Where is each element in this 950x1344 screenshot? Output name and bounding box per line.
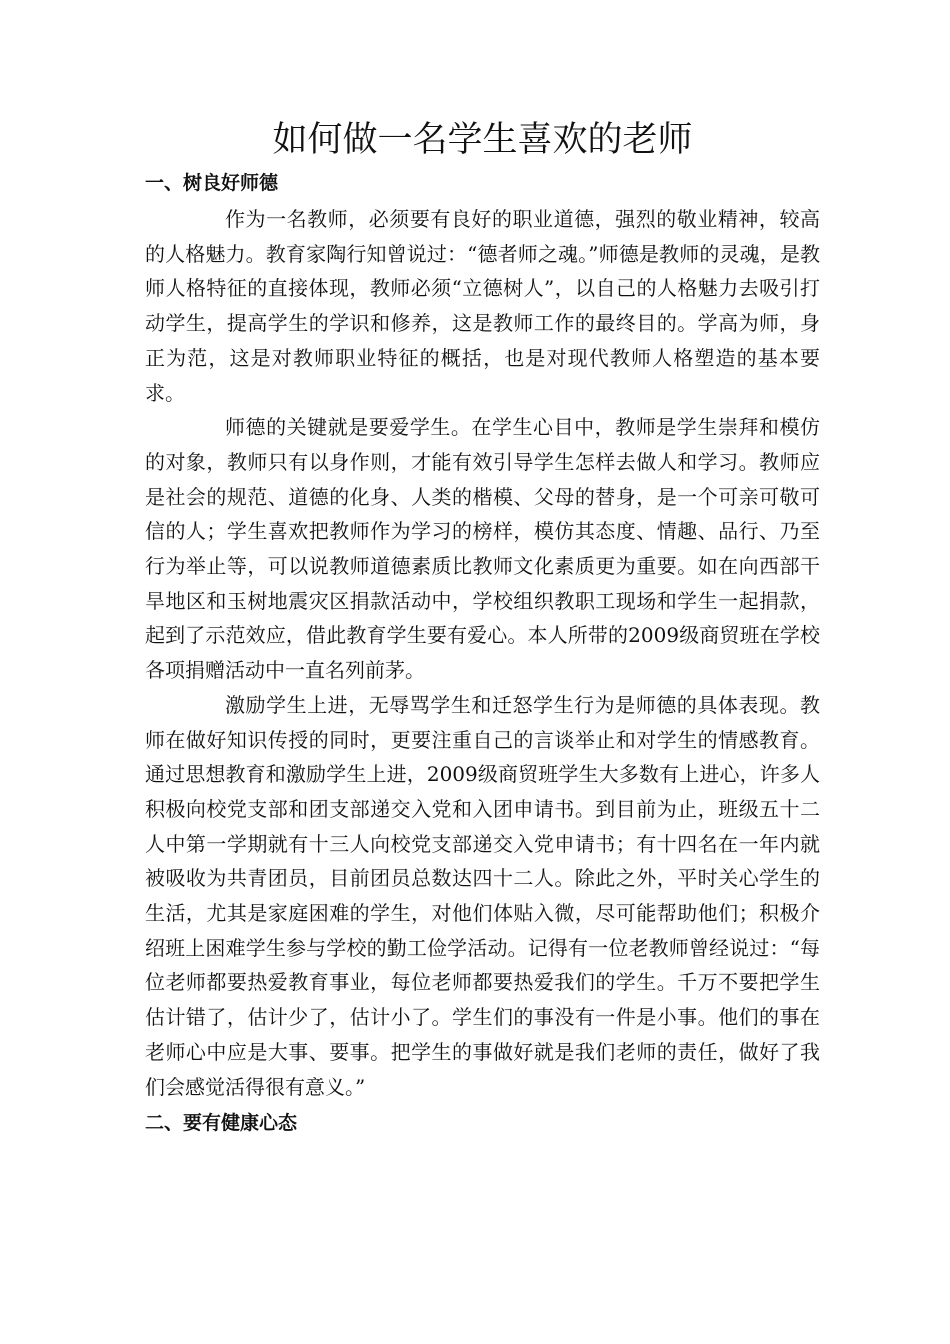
- section-heading-2: 二、要有健康心态: [145, 1112, 298, 1135]
- paragraph-2: 师德的关键就是要爱学生。在学生心目中，教师是学生崇拜和模仿的对象，教师只有以身作则，才能有效引导学生怎样去做人和学习。教师应是社会的规范、道德的化身、人类的楷模、父母的替身，是一个可亲可敬可信的人；学生喜欢把教师作为学习的榜样，模仿其态度、情趣、品行、乃至行为举止等，可以说教师道德素质比教师文化素质更为重要。如在向西部干旱地区和玉树地震灾区捐款活动中，学校组织教职工现场和学生一起捐款，起到了示范效应，借此教育学生要有爱心。本人所带的2009级商贸班在学校各项捐赠活动中一直名列前茅。: [145, 415, 820, 683]
- document-page: [145, 118, 820, 1142]
- paragraph-3: 激励学生上进，无辱骂学生和迁怒学生行为是师德的具体表现。教师在做好知识传授的同时，更要注重自己的言谈举止和对学生的情感教育。通过思想教育和激励学生上进，2009级商贸班学生大多数有上进心，许多人积极向校党支部和团支部递交入党和入团申请书。到目前为止，班级五十二人中第一学期就有十三人向校党支部递交入党申请书；有十四名在一年内就被吸收为共青团员，目前团员总数达四十二人。除此之外，平时关心学生的生活，尤其是家庭困难的学生，对他们体贴入微，尽可能帮助他们；积极介绍班上困难学生参与学校的勤工俭学活动。记得有一位老教师曾经说过：“每位老师都要热爱教育事业，每位老师都要热爱我们的学生。千万不要把学生估计错了，估计少了，估计小了。学生们的事没有一件是小事。他们的事在老师心中应是大事、要事。把学生的事做好就是我们老师的责任，做好了我们会感觉活得很有意义。”: [145, 692, 820, 1099]
- paragraph-1: 作为一名教师，必须要有良好的职业道德，强烈的敬业精神，较高的人格魅力。教育家陶行知曾说过：“德者师之魂。”师德是教师的灵魂，是教师人格特征的直接体现，教师必须“立德树人”，以自己的人格魅力去吸引打动学生，提高学生的学识和修养，这是教师工作的最终目的。学高为师，身正为范，这是对教师职业特征的概括，也是对现代教师人格塑造的基本要求。: [145, 207, 820, 405]
- document-title: 如何做一名学生喜欢的老师: [272, 120, 693, 160]
- section-heading-1: 一、树良好师德: [145, 172, 279, 194]
